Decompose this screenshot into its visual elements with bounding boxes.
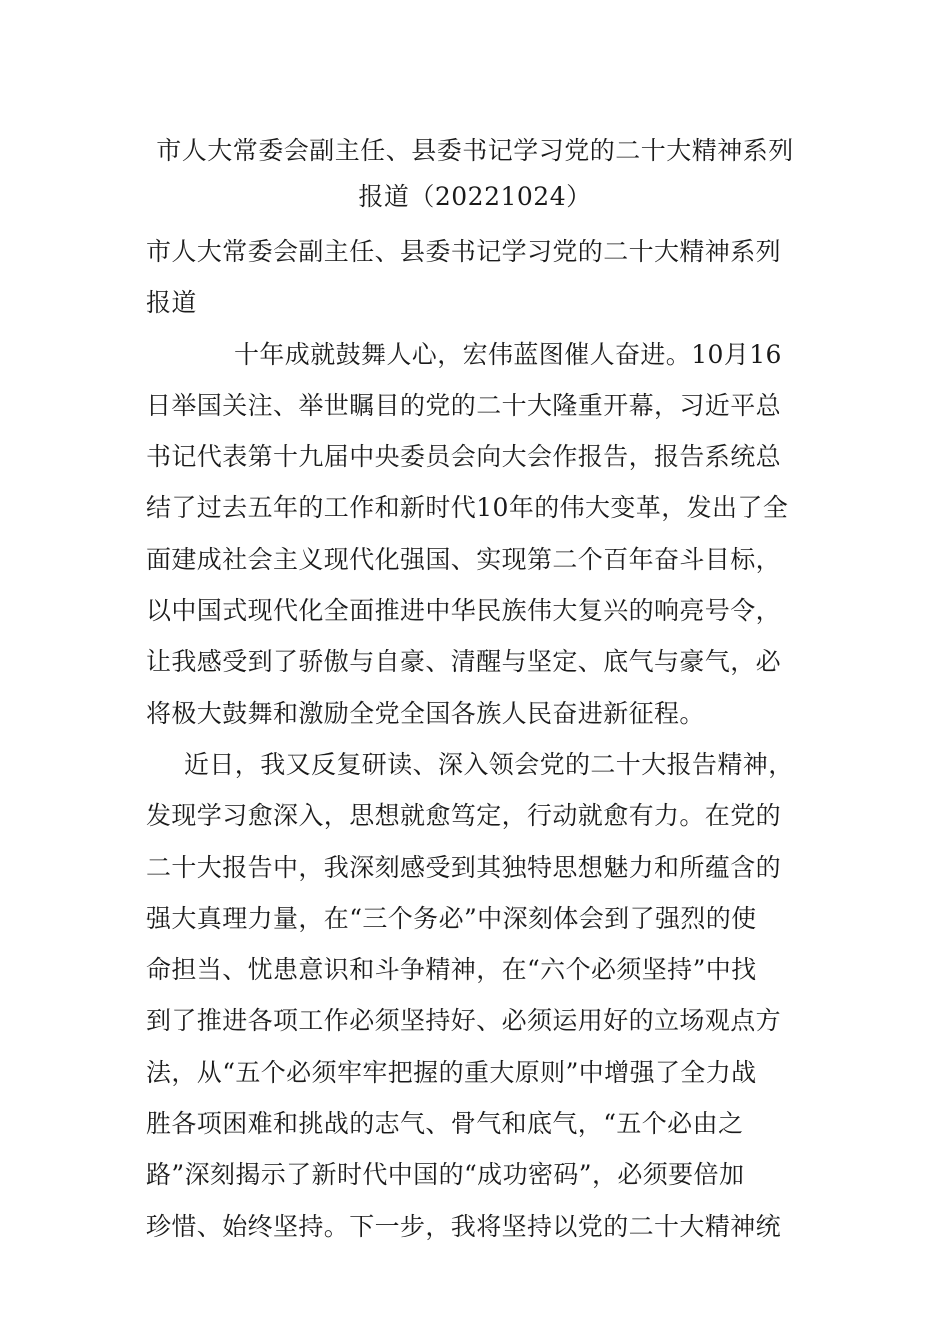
body-line: 十年成就鼓舞人心，宏伟蓝图催人奋进。10月16 (234, 339, 782, 369)
body-line: 结了过去五年的工作和新时代10年的伟大变革，发出了全 (146, 493, 789, 523)
body-line: 市人大常委会副主任、县委书记学习党的二十大精神系列 (146, 237, 782, 266)
body-line: 以中国式现代化全面推进中华民族伟大复兴的响亮号令， (146, 596, 782, 626)
body-line: 让我感受到了骄傲与自豪、清醒与坚定、底气与豪气，必 (146, 647, 782, 677)
document-title (140, 128, 810, 220)
body-line: 将极大鼓舞和激励全党全国各族人民奋进新征程。 (146, 698, 705, 728)
title-line-1: 市人大常委会副主任、县委书记学习党的二十大精神系列 (156, 136, 794, 165)
body-line: 到了推进各项工作必须坚持好、必须运用好的立场观点方 (146, 1006, 782, 1036)
body-line: 面建成社会主义现代化强国、实现第二个百年奋斗目标， (146, 544, 782, 574)
body-line: 命担当、忧患意识和斗争精神，在“六个必须坚持”中找 (146, 955, 757, 985)
body-line: 日举国关注、举世瞩目的党的二十大隆重开幕，习近平总 (146, 390, 782, 420)
title-line-2: 报道（20221024） (358, 182, 592, 211)
body-line: 二十大报告中，我深刻感受到其独特思想魅力和所蕴含的 (146, 852, 782, 882)
body-line: 路”深刻揭示了新时代中国的“成功密码”，必须要倍加 (146, 1160, 745, 1190)
body-line: 法，从“五个必须牢牢把握的重大原则”中增强了全力战 (146, 1057, 757, 1087)
body-line: 发现学习愈深入，思想就愈笃定，行动就愈有力。在党的 (146, 801, 782, 831)
body-line: 报道 (146, 288, 197, 318)
document-body (146, 226, 810, 1252)
body-line: 胜各项困难和挑战的志气、骨气和底气，“五个必由之 (146, 1109, 744, 1139)
body-line: 近日，我又反复研读、深入领会党的二十大报告精神， (184, 749, 794, 779)
body-line: 珍惜、始终坚持。下一步，我将坚持以党的二十大精神统 (146, 1211, 782, 1241)
body-line: 强大真理力量，在“三个务必”中深刻体会到了强烈的使 (146, 903, 757, 933)
body-line: 书记代表第十九届中央委员会向大会作报告，报告系统总 (146, 442, 782, 472)
